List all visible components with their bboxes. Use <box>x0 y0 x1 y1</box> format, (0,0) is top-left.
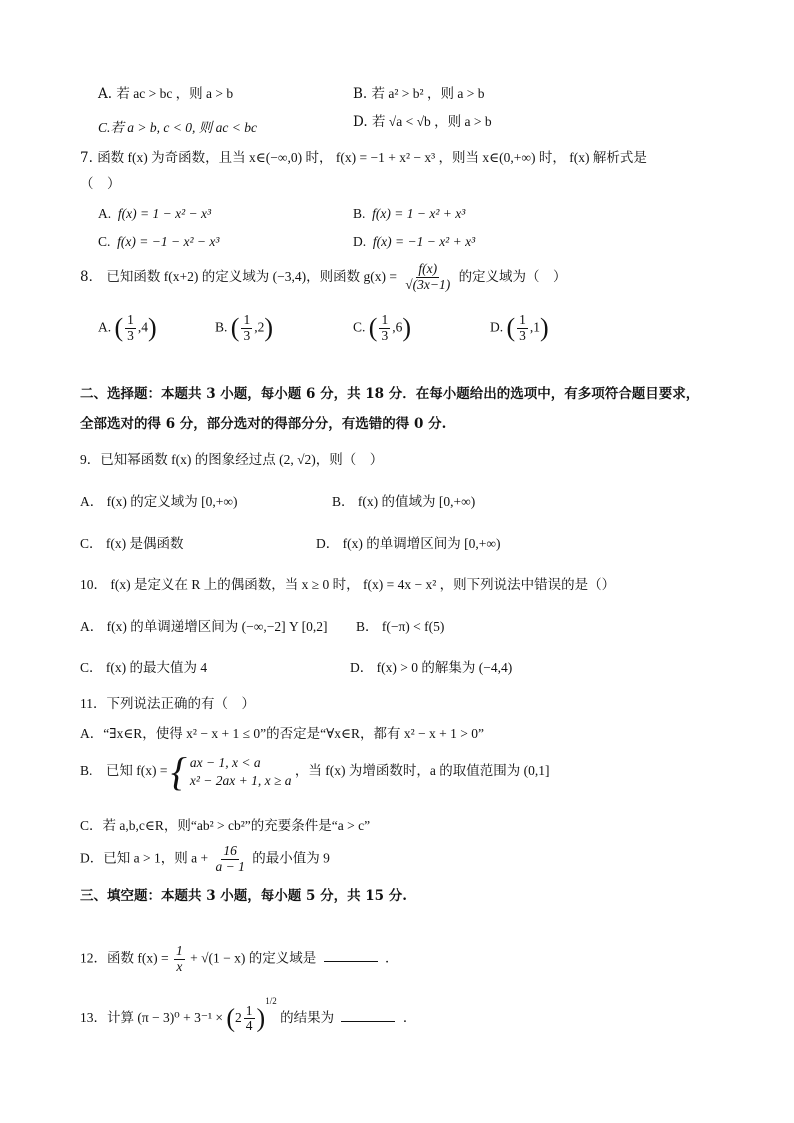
fraction-denominator: 4 <box>245 1018 253 1034</box>
q7-option-c <box>98 234 219 251</box>
mixed-number-whole: 2 <box>235 1010 242 1025</box>
option-text: f(x) = −1 − x² − x³ <box>117 234 220 249</box>
question-text: + √(1 − x) 的定义域是 <box>190 950 317 966</box>
option-label: C. <box>98 234 111 249</box>
fraction-numerator: 1 <box>245 1002 253 1018</box>
fraction-numerator: 1 <box>243 311 251 327</box>
q12 <box>80 944 399 975</box>
fraction-denominator: 3 <box>519 327 526 343</box>
q7-option-a <box>98 206 211 223</box>
option-text: ，当 f(x) 为增函数时，a 的取值范围为 (0,1] <box>294 763 550 779</box>
q11-option-c: C．若 a,b,c∈R，则“ab² > cb²”的充要条件是“a > c” <box>80 818 371 833</box>
q6-option-d <box>353 114 492 131</box>
fraction-denominator: 3 <box>127 327 134 343</box>
fraction-denominator: x <box>176 958 183 974</box>
fraction-denominator: a − 1 <box>215 858 245 874</box>
fraction-numerator: 1 <box>175 943 183 958</box>
interval-end: 4 <box>141 319 149 335</box>
q6-option-c <box>98 120 257 137</box>
interval-end: 1 <box>533 319 541 335</box>
section-3-heading: 三、填空题：本题共 3 小题，每小题 5 分，共 15 分. <box>80 888 407 904</box>
option-text: C.若 a > b, c < 0, 则 ac < bc <box>98 120 257 135</box>
period: ． <box>402 1010 417 1025</box>
section-2-instructions: 全部选对的得 6 分，部分选对的得部分分，有选错的得 0 分. <box>80 416 447 432</box>
option-text: D．已知 a > 1，则 a + <box>80 850 209 866</box>
option-label: A. <box>98 86 113 102</box>
q11-option-a: A．“∃x∈R，使得 x² − x + 1 ≤ 0”的否定是“∀x∈R，都有 x² − x + 1 > 0” <box>80 726 485 741</box>
option-text: f(x) = 1 − x² − x³ <box>117 206 212 221</box>
fraction-numerator: f(x) <box>418 261 438 276</box>
q9-option-a: A． f(x) 的定义域为 [0,+∞) <box>80 494 238 509</box>
question-number: 8． <box>80 268 103 285</box>
q8-option-d: D. ( $\frac{1}{3}$ ,1) <box>490 311 549 343</box>
question-text: 的结果为 <box>280 1010 335 1025</box>
option-text: f(x) = 1 − x² + x³ <box>372 206 466 221</box>
q10-option-d: D． f(x) > 0 的解集为 (−4,4) <box>350 660 513 675</box>
q7-option-b <box>353 206 465 223</box>
fraction-denominator: 3 <box>381 327 389 343</box>
q10-stem: 10． f(x) 是定义在 R 上的偶函数，当 x ≥ 0 时， f(x) = 4x − x² ，则下列说法中错误的是（） <box>80 577 616 592</box>
option-text: 若 a² > b² ，则 a > b <box>371 86 485 101</box>
option-label: B. <box>353 86 368 102</box>
exponent: 1/2 <box>265 996 277 1006</box>
interval-end: 6 <box>395 319 403 335</box>
fraction <box>174 944 185 975</box>
q11-stem: 11．下列说法正确的有（ ） <box>80 696 255 711</box>
fraction-denominator: 3 <box>243 327 251 343</box>
q7-stem <box>80 150 647 167</box>
q9-option-b: B． f(x) 的值域为 [0,+∞) <box>332 494 476 509</box>
q11-option-d <box>80 844 330 875</box>
option-label: A. <box>98 319 112 335</box>
option-text: 若 √a < √b ，则 a > b <box>371 114 492 129</box>
question-text: 函数 f(x) 为奇函数，且当 x∈(−∞,0) 时， f(x) = −1 + x² − x³ ，则当 x∈(0,+∞) 时， f(x) 解析式是 <box>97 150 647 165</box>
q10-option-b: B． f(−π) < f(5) <box>356 619 445 634</box>
q10-option-a: A． f(x) 的单调递增区间为 (−∞,−2] Y [0,2] <box>80 619 328 634</box>
q7-paren <box>80 176 121 193</box>
q8-option-b: B. ( $\frac{1}{3}$ ,2) <box>215 311 273 343</box>
q13: 13．计算 (π − 3)⁰ + 3⁻¹ × (2 $\frac{1}{4}$ )$^{1/2}$ 的结果为 ． <box>80 996 417 1034</box>
q8-stem <box>80 262 567 293</box>
q9-option-d: D． f(x) 的单调增区间为 [0,+∞) <box>316 536 501 551</box>
q8-fraction <box>403 262 452 293</box>
question-text: 的定义域为（ ） <box>458 268 567 285</box>
fraction-numerator: 1 <box>381 311 389 327</box>
piecewise-row: ax − 1, x < a <box>189 755 261 771</box>
q9-stem: 9．已知幂函数 f(x) 的图象经过点 (2, √2)，则（ ） <box>80 452 384 467</box>
question-text: 13．计算 (π − 3)⁰ + 3⁻¹ × <box>80 1010 223 1025</box>
question-text: 已知函数 f(x+2) 的定义域为 (−3,4)，则函数 g(x) = <box>106 268 397 284</box>
option-text: f(x) = −1 − x² + x³ <box>372 234 476 249</box>
period: ． <box>385 950 399 966</box>
option-label: D. <box>490 319 504 335</box>
option-label: B. <box>353 206 366 221</box>
question-text: 12．函数 f(x) = <box>80 950 169 966</box>
fraction-numerator: 16 <box>223 843 237 858</box>
q7-option-d <box>353 234 475 251</box>
section-2-heading: 二、选择题：本题共 3 小题，每小题 6 分，共 18 分．在每小题给出的选项中，有多项符合题目要求， <box>80 386 700 402</box>
option-label: D. <box>353 234 367 249</box>
q8-option-a: A. ( $\frac{1}{3}$ ,4) <box>98 311 157 343</box>
fraction <box>213 844 246 875</box>
option-label: B. <box>215 319 228 335</box>
q6-option-a <box>98 86 233 103</box>
answer-blank[interactable] <box>341 1011 395 1022</box>
piecewise-row: x² − 2ax + 1, x ≥ a <box>189 773 292 788</box>
question-number: 7. <box>80 150 93 166</box>
q8-option-c: C. ( $\frac{1}{3}$ ,6) <box>353 311 411 343</box>
option-text: B. 已知 f(x) = <box>80 763 168 779</box>
option-label: A. <box>98 206 112 221</box>
fraction-numerator: 1 <box>519 311 526 327</box>
answer-paren: （ ） <box>80 176 121 192</box>
q9-option-c: C． f(x) 是偶函数 <box>80 536 184 551</box>
interval-end: 2 <box>257 319 265 335</box>
q10-option-c: C． f(x) 的最大值为 4 <box>80 660 208 675</box>
option-text: 若 ac > bc ，则 a > b <box>116 86 234 101</box>
q6-option-b <box>353 86 484 103</box>
q11-option-b <box>80 749 550 794</box>
option-text: 的最小值为 9 <box>252 850 330 866</box>
answer-blank[interactable] <box>324 951 378 962</box>
fraction-denominator: √(3x−1) <box>405 276 451 292</box>
piecewise-function: { ax − 1, x < a x² − 2ax + 1, x ≥ a <box>170 749 292 794</box>
fraction-numerator: 1 <box>127 311 134 327</box>
option-label: C. <box>353 319 366 335</box>
option-label: D. <box>353 114 368 130</box>
